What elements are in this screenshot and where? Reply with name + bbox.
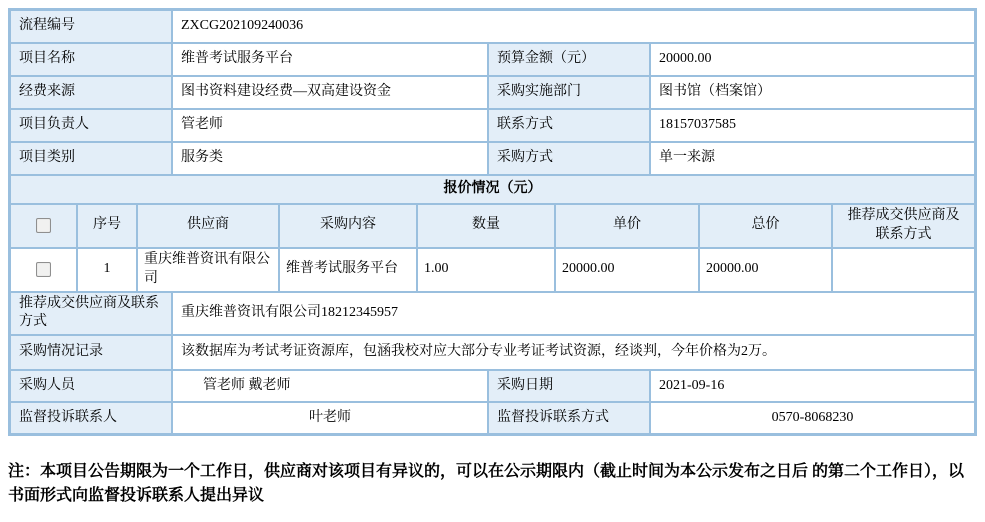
field-value: 图书资料建设经费—双高建设资金 <box>173 77 487 108</box>
field-value: 2021-09-16 <box>651 371 974 401</box>
col-header-recommend: 推荐成交供应商及联系方式 <box>833 205 974 247</box>
cell-unit-price: 20000.00 <box>556 249 698 291</box>
cell-seq: 1 <box>78 249 136 291</box>
col-header-unit-price: 单价 <box>556 205 698 247</box>
recommend-row <box>11 293 974 335</box>
field-value: 管老师 <box>173 110 487 141</box>
field-label: 项目名称 <box>11 44 171 75</box>
col-header-supplier: 供应商 <box>138 205 278 247</box>
field-label: 监督投诉联系方式 <box>489 403 649 433</box>
field-value: 图书馆（档案馆） <box>651 77 974 108</box>
field-label: 采购日期 <box>489 371 649 401</box>
announcement-note: 注：本项目公告期限为一个工作日，供应商对该项目有异议的，可以在公示期限内（截止时间为本公示发布之日后 的第二个工作日），以书面形式向监督投诉联系人提出异议 <box>8 463 965 504</box>
field-label: 项目负责人 <box>11 110 171 141</box>
field-label: 联系方式 <box>489 110 649 141</box>
staff-row <box>11 371 974 401</box>
info-row-project-leader <box>11 110 974 141</box>
info-row-fund-source <box>11 77 974 108</box>
quote-header-row <box>11 205 974 247</box>
field-value: 0570-8068230 <box>651 403 974 433</box>
field-label: 采购人员 <box>11 371 171 401</box>
col-header-qty: 数量 <box>418 205 554 247</box>
field-value: 单一来源 <box>651 143 974 174</box>
field-label: 预算金额（元） <box>489 44 649 75</box>
cell-qty: 1.00 <box>418 249 554 291</box>
field-value: 20000.00 <box>651 44 974 75</box>
field-label: 监督投诉联系人 <box>11 403 171 433</box>
col-header-content: 采购内容 <box>280 205 416 247</box>
record-row <box>11 336 974 369</box>
cell-recommend <box>833 249 974 291</box>
field-value: 服务类 <box>173 143 487 174</box>
field-label: 采购实施部门 <box>489 77 649 108</box>
quote-section-title: 报价情况（元） <box>11 176 974 203</box>
select-all-cell <box>11 205 76 247</box>
field-label: 项目类别 <box>11 143 171 174</box>
field-label: 采购方式 <box>489 143 649 174</box>
cell-content: 维普考试服务平台 <box>280 249 416 291</box>
quote-data-row <box>11 249 974 291</box>
cell-supplier: 重庆维普资讯有限公司 <box>138 249 278 291</box>
field-value: 管老师 戴老师 <box>173 371 487 401</box>
col-header-seq: 序号 <box>78 205 136 247</box>
select-all-checkbox[interactable] <box>36 218 51 233</box>
field-label: 采购情况记录 <box>11 336 171 369</box>
field-value: ZXCG202109240036 <box>173 11 974 42</box>
field-value: 叶老师 <box>173 403 487 433</box>
info-row-process-no <box>11 11 974 42</box>
complaint-row <box>11 403 974 433</box>
cell-total: 20000.00 <box>700 249 831 291</box>
procurement-table <box>8 8 977 436</box>
field-value: 重庆维普资讯有限公司18212345957 <box>173 293 974 335</box>
field-label: 流程编号 <box>11 11 171 42</box>
row-checkbox[interactable] <box>36 262 51 277</box>
info-row-project-type <box>11 143 974 174</box>
info-row-project-name <box>11 44 974 75</box>
field-value: 18157037585 <box>651 110 974 141</box>
field-label: 经费来源 <box>11 77 171 108</box>
col-header-total: 总价 <box>700 205 831 247</box>
quote-title-row <box>11 176 974 203</box>
field-value: 维普考试服务平台 <box>173 44 487 75</box>
field-value: 该数据库为考试考证资源库，包涵我校对应大部分专业考证考试资源，经谈判，今年价格为2万。 <box>173 336 974 369</box>
row-select-cell <box>11 249 76 291</box>
field-label: 推荐成交供应商及联系方式 <box>11 293 171 335</box>
